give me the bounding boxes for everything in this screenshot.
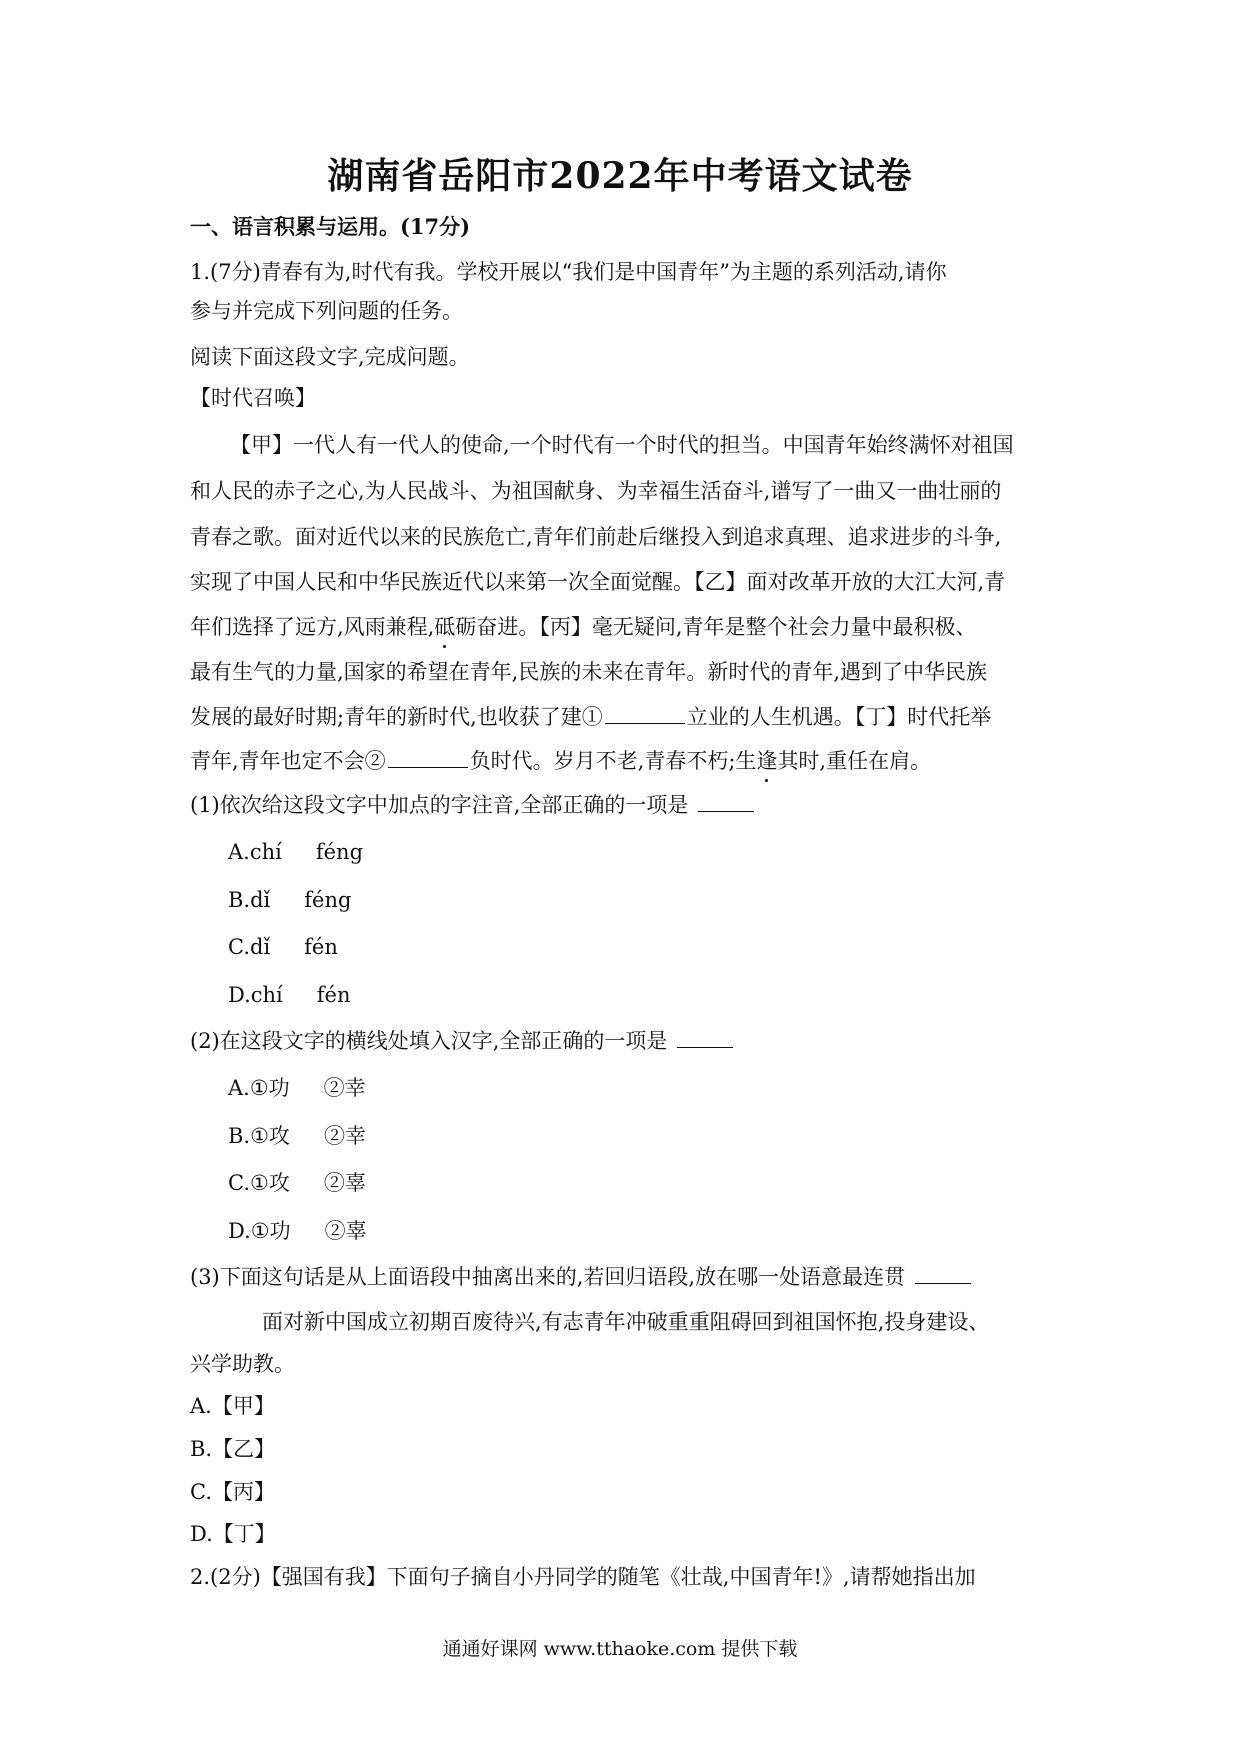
question-text: (1)依次给这段文字中加点的字注音,全部正确的一项是	[190, 793, 689, 817]
option-value: ②辜	[323, 1171, 366, 1195]
passage-text: 年们选择了远方,风雨兼程,	[190, 615, 435, 639]
section-heading: 一、语言积累与运用。(17分)	[190, 214, 471, 239]
option-b[interactable]: B.【乙】	[190, 1437, 276, 1461]
sub-question-2	[190, 1026, 1060, 1056]
question-text: (3)下面这句话是从上面语段中抽离出来的,若回归语段,放在哪一处语意最连贯	[190, 1265, 906, 1289]
option-a[interactable]	[228, 1073, 1098, 1103]
dotted-char: 砥	[434, 612, 455, 642]
option-label: D.①功	[228, 1219, 291, 1243]
answer-blank[interactable]	[698, 793, 754, 812]
passage-line: 【甲】一代人有一代人的使命,一个时代有一个时代的担当。中国青年始终满怀对祖国	[230, 433, 1014, 457]
fill-blank-1[interactable]	[605, 705, 685, 724]
option-label: D.chí	[228, 983, 283, 1007]
option-value: ②幸	[323, 1124, 366, 1148]
passage-line: 和人民的赤子之心,为人民战斗、为祖国献身、为幸福生活奋斗,谱写了一曲又一曲壮丽的	[190, 479, 1002, 503]
option-value: ②辜	[324, 1219, 367, 1243]
passage-line: 实现了中国人民和中华民族近代以来第一次全面觉醒。【乙】面对改革开放的大江大河,青	[190, 570, 1006, 594]
q2-line: 2.(2分)【强国有我】下面句子摘自小丹同学的随笔《壮哉,中国青年!》,请帮她指出加	[190, 1565, 976, 1589]
passage-line: 青春之歌。面对近代以来的民族危亡,青年们前赴后继投入到追求真理、追求进步的斗争,	[190, 525, 1002, 549]
option-d[interactable]	[228, 980, 1098, 1010]
option-a[interactable]: A.【甲】	[190, 1394, 275, 1418]
sub-question-1	[190, 790, 1060, 820]
question-text: (2)在这段文字的横线处填入汉字,全部正确的一项是	[190, 1029, 668, 1053]
option-label: B.dǐ	[228, 888, 271, 912]
q1-instruction: 阅读下面这段文字,完成问题。	[190, 345, 470, 369]
passage-line	[190, 746, 1060, 776]
option-value: féng	[315, 840, 364, 864]
quoted-sentence: 兴学助教。	[190, 1352, 295, 1376]
page-title: 湖南省岳阳市2022年中考语文试卷	[327, 155, 913, 197]
answer-blank[interactable]	[677, 1029, 733, 1048]
option-d[interactable]	[228, 1216, 1098, 1246]
quoted-sentence: 面对新中国成立初期百废待兴,有志青年冲破重重阻碍回到祖国怀抱,投身建设、	[262, 1310, 990, 1334]
passage-line: 最有生气的力量,国家的希望在青年,民族的未来在青年。新时代的青年,遇到了中华民族	[190, 660, 988, 684]
option-label: A.chí	[228, 840, 282, 864]
passage-line	[190, 702, 1060, 732]
option-value: féng	[304, 888, 352, 912]
q1-intro-line1: 1.(7分)青春有为,时代有我。学校开展以“我们是中国青年”为主题的系列活动,请你	[190, 260, 947, 284]
option-c[interactable]: C.【丙】	[190, 1480, 275, 1504]
dotted-char: 逢	[756, 746, 777, 776]
option-label: B.①攻	[228, 1124, 290, 1148]
option-label: A.①功	[228, 1076, 290, 1100]
option-a[interactable]	[228, 837, 1098, 867]
passage-text: 砺奋进。【丙】毫无疑问,青年是整个社会力量中最积极、	[455, 615, 977, 639]
passage-text: 发展的最好时期;青年的新时代,也收获了建①	[190, 705, 603, 729]
option-c[interactable]	[228, 932, 1098, 962]
footer: 通通好课网 www.tthaoke.com 提供下载	[442, 1638, 798, 1660]
option-value: fén	[304, 935, 338, 959]
sub-question-3	[190, 1262, 1060, 1292]
option-label: C.①攻	[228, 1171, 290, 1195]
option-value: fén	[316, 983, 351, 1007]
answer-blank[interactable]	[915, 1265, 971, 1284]
q1-intro-line2: 参与并完成下列问题的任务。	[190, 299, 463, 323]
option-d[interactable]: D.【丁】	[190, 1522, 276, 1546]
option-b[interactable]	[228, 1121, 1098, 1151]
passage-text: 负时代。岁月不老,青春不朽;生	[469, 749, 757, 773]
passage-text: 青年,青年也定不会②	[190, 749, 386, 773]
fill-blank-2[interactable]	[388, 749, 468, 768]
q1-subheading: 【时代召唤】	[190, 386, 316, 410]
option-b[interactable]	[228, 885, 1098, 915]
option-label: C.dǐ	[228, 935, 271, 959]
passage-line	[190, 612, 1060, 642]
option-c[interactable]	[228, 1168, 1098, 1198]
passage-text: 其时,重任在肩。	[777, 749, 932, 773]
option-value: ②幸	[323, 1076, 366, 1100]
passage-text: 立业的人生机遇。【丁】时代托举	[686, 705, 992, 729]
